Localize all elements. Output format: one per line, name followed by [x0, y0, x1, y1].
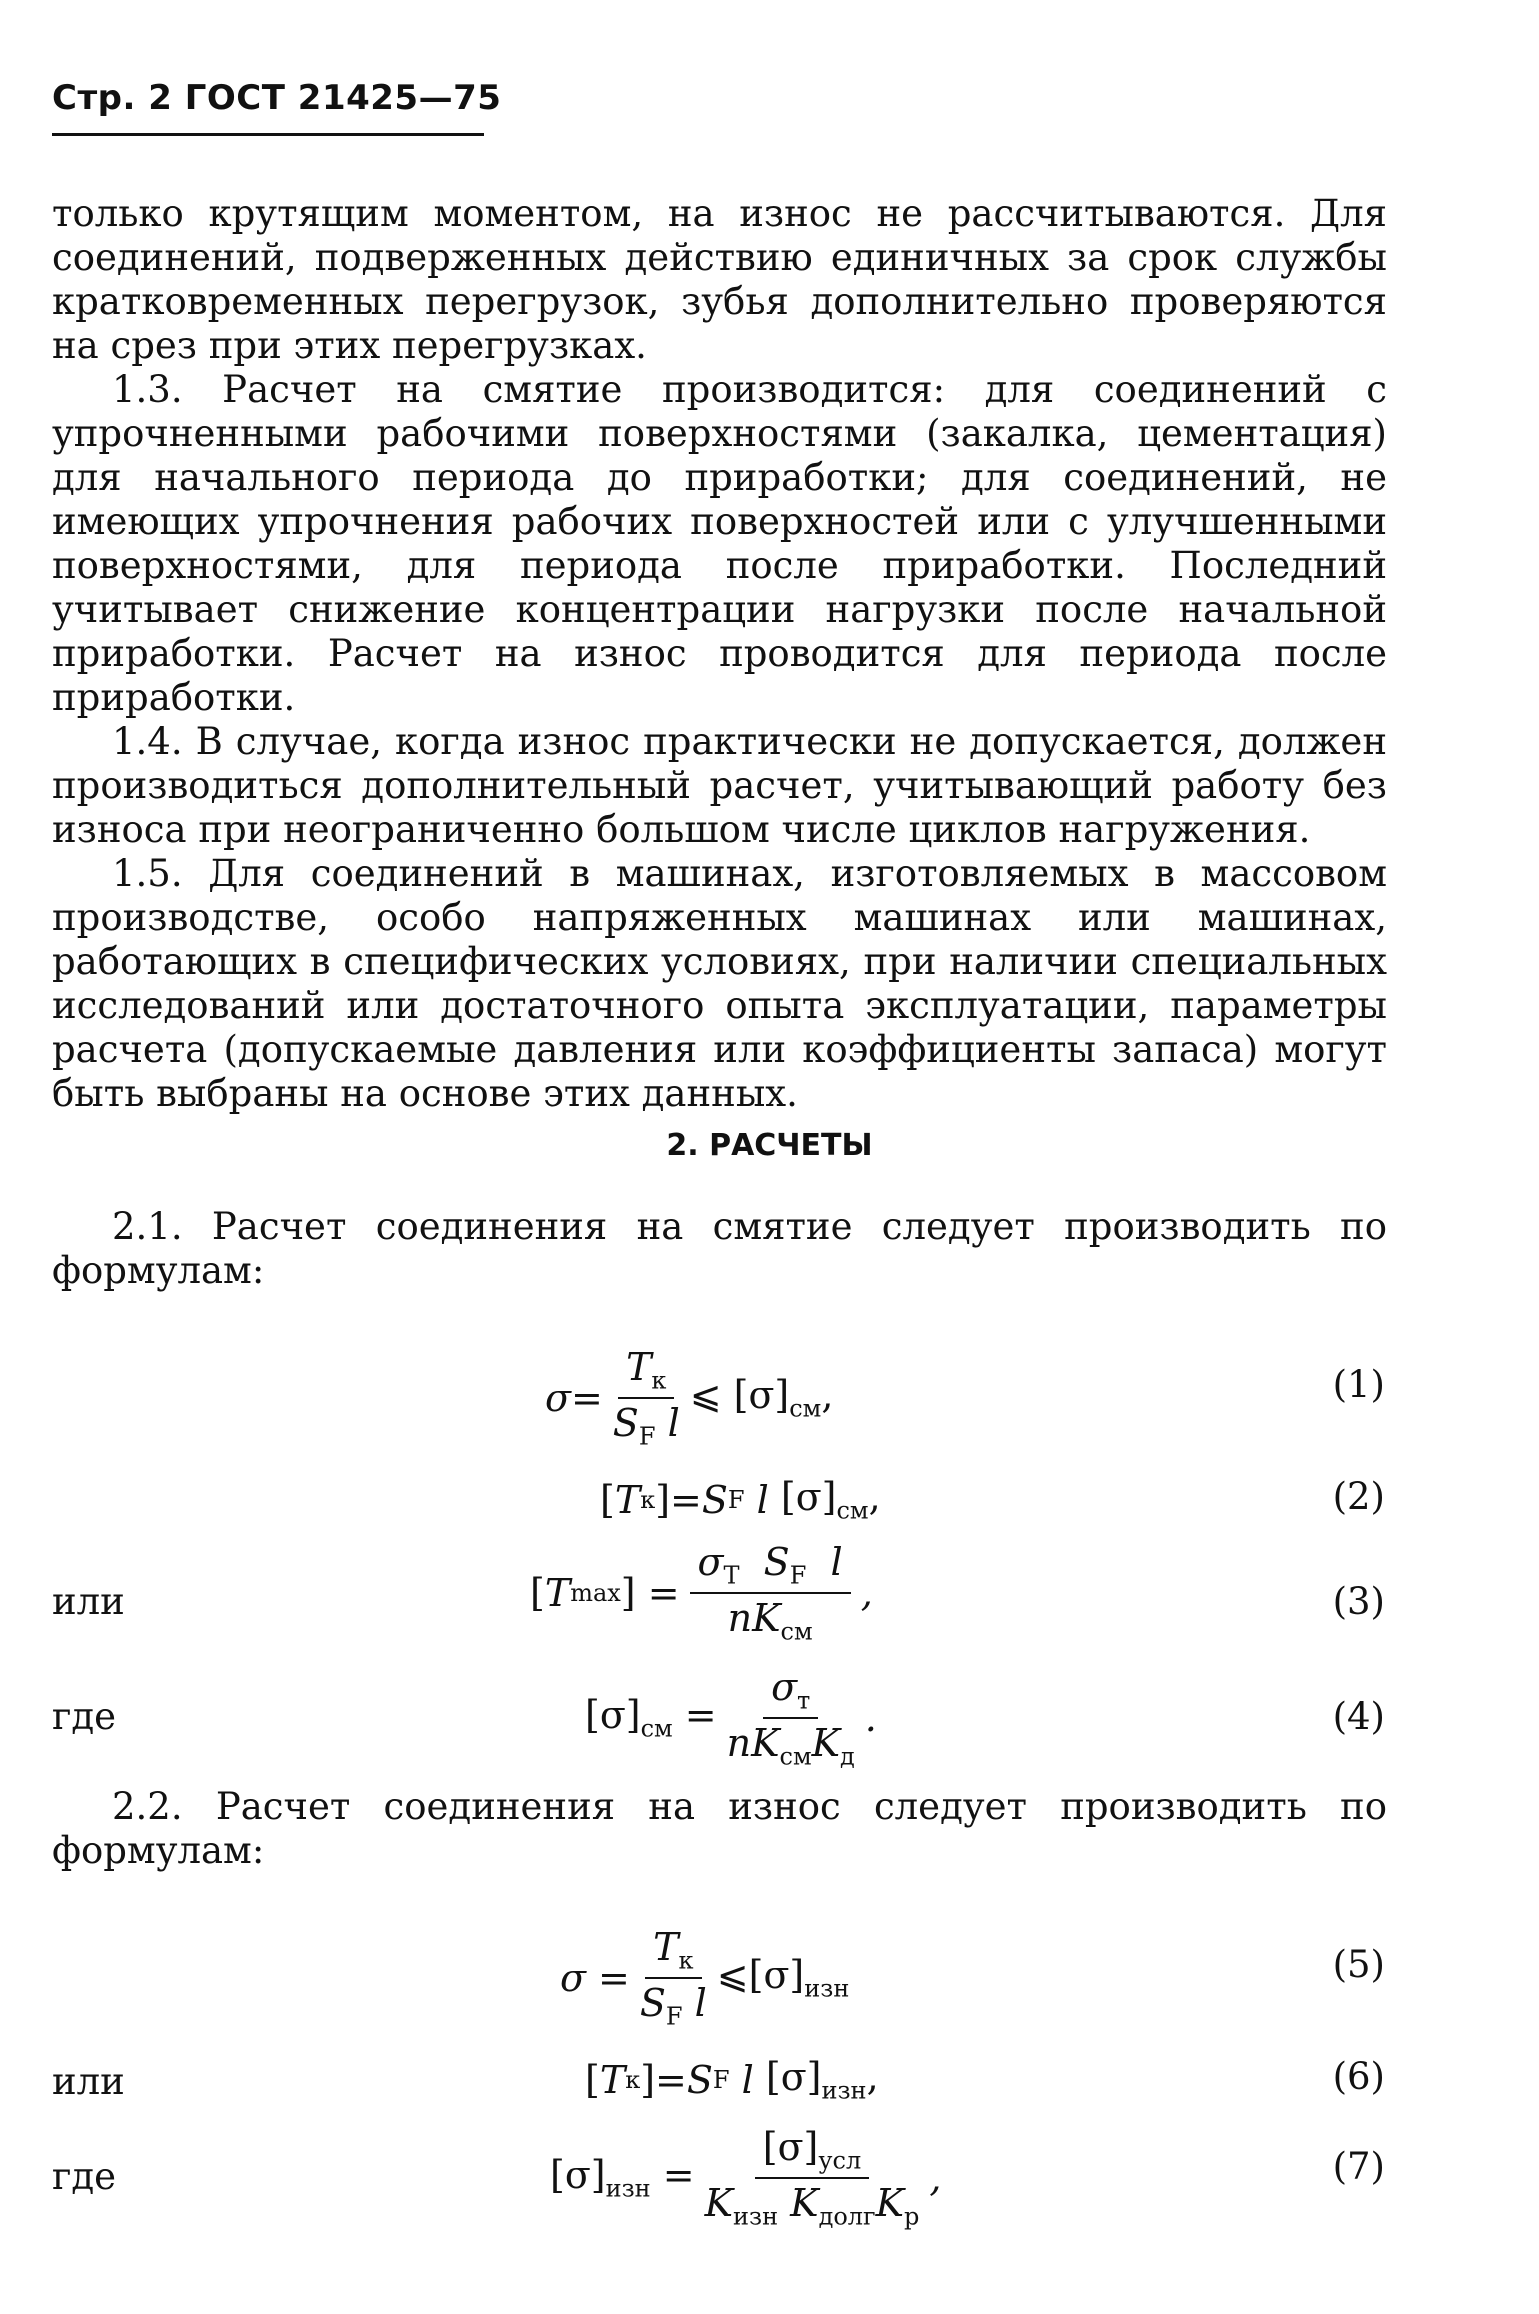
formula-1 [0, 1345, 1539, 1451]
paragraph-2-1-container [52, 1205, 1387, 1293]
formula-7 [0, 2125, 1539, 2231]
formula-5-expression: σ = $\frac{T_к}{S_F l}$ $⩽[\sigma]_{изн}$ [560, 1925, 850, 2031]
formula-3-number: (3) [1332, 1580, 1385, 1623]
formula-4-lead: где [52, 1695, 117, 1738]
formula-7-expression: $[\sigma]_{изн}$ = $\frac{[\sigma]_{усл}}{K_{изн} K_{долг}K_р}$ , [550, 2125, 942, 2231]
paragraph-1-5: 1.5. Для соединений в машинах, изготовляемых в массовом производстве, особо напряженных машинах или машинах, работающих в специфических условиях, при наличии специальных исследований или достаточного опыта эксплуатации, параметры расчета (допускаемые давления или коэффициенты запаса) могут быть выбраны на основе этих данных. [52, 852, 1387, 1115]
formula-7-lead: где [52, 2155, 117, 2198]
formula-5 [0, 1925, 1539, 2031]
formula-6-lead: или [52, 2060, 125, 2103]
paragraph-1-4: 1.4. В случае, когда износ практически не допускается, должен производиться дополнительный расчет, учитывающий работу без износа при неограниченно большом числе циклов нагружения. [52, 720, 1387, 851]
formula-5-number: (5) [1332, 1943, 1385, 1986]
paragraph-2-2: 2.2. Расчет соединения на износ следует производить по формулам: [52, 1785, 1387, 1872]
paragraph-2-1: 2.1. Расчет соединения на смятие следует производить по формулам: [52, 1205, 1387, 1292]
formula-4-number: (4) [1332, 1695, 1385, 1738]
page-header: Стр. 2 ГОСТ 21425—75 [52, 78, 502, 118]
section-title: 2. РАСЧЕТЫ [666, 1128, 873, 1163]
formula-3-lead: или [52, 1580, 125, 1623]
paragraph-continuation: только крутящим моментом, на износ не рассчитываются. Для соединений, подверженных действию единичных за срок службы кратковременных перегрузок, зубья дополнительно проверяются на срез при этих перегрузках. [52, 192, 1387, 367]
paragraph-1-3: 1.3. Расчет на смятие производится: для соединений с упрочненными рабочими поверхностями (закалка, цементация) для начального периода до приработки; для соединений, не имеющих упрочнения рабочих поверхностей или с улучшенными поверхностями, для периода после приработки. Последний учитывает снижение концентрации нагрузки после начальной приработки. Расчет на износ проводится для периода после приработки. [52, 368, 1387, 719]
section-1-text [52, 192, 1387, 1116]
formula-6-number: (6) [1332, 2055, 1385, 2098]
formula-1-number: (1) [1332, 1363, 1385, 1406]
formula-3-expression: [ T max ] = $\frac{\sigma_T S_F l}{nK_{см}}$ , [530, 1540, 873, 1646]
formula-4 [0, 1665, 1539, 1771]
paragraph-2-2-container [52, 1785, 1387, 1873]
formula-4-expression: $[\sigma]_{см}$ = $\frac{\sigma_т}{nK_{см}K_д}$ . [585, 1665, 877, 1771]
formula-7-number: (7) [1332, 2145, 1385, 2188]
formula-2-number: (2) [1332, 1475, 1385, 1518]
formula-6-expression: [ T к ]= S F l $[\sigma]_{изн}$, [585, 2055, 879, 2105]
formula-2-expression: [ T к ]= S F l $[\sigma]_{см}$, [600, 1475, 881, 1525]
formula-3 [0, 1540, 1539, 1646]
formula-1-expression: σ= $\frac{T_к}{S_F l}$ ⩽ $[\sigma]_{см}$, [545, 1345, 834, 1451]
header-rule [52, 133, 484, 136]
